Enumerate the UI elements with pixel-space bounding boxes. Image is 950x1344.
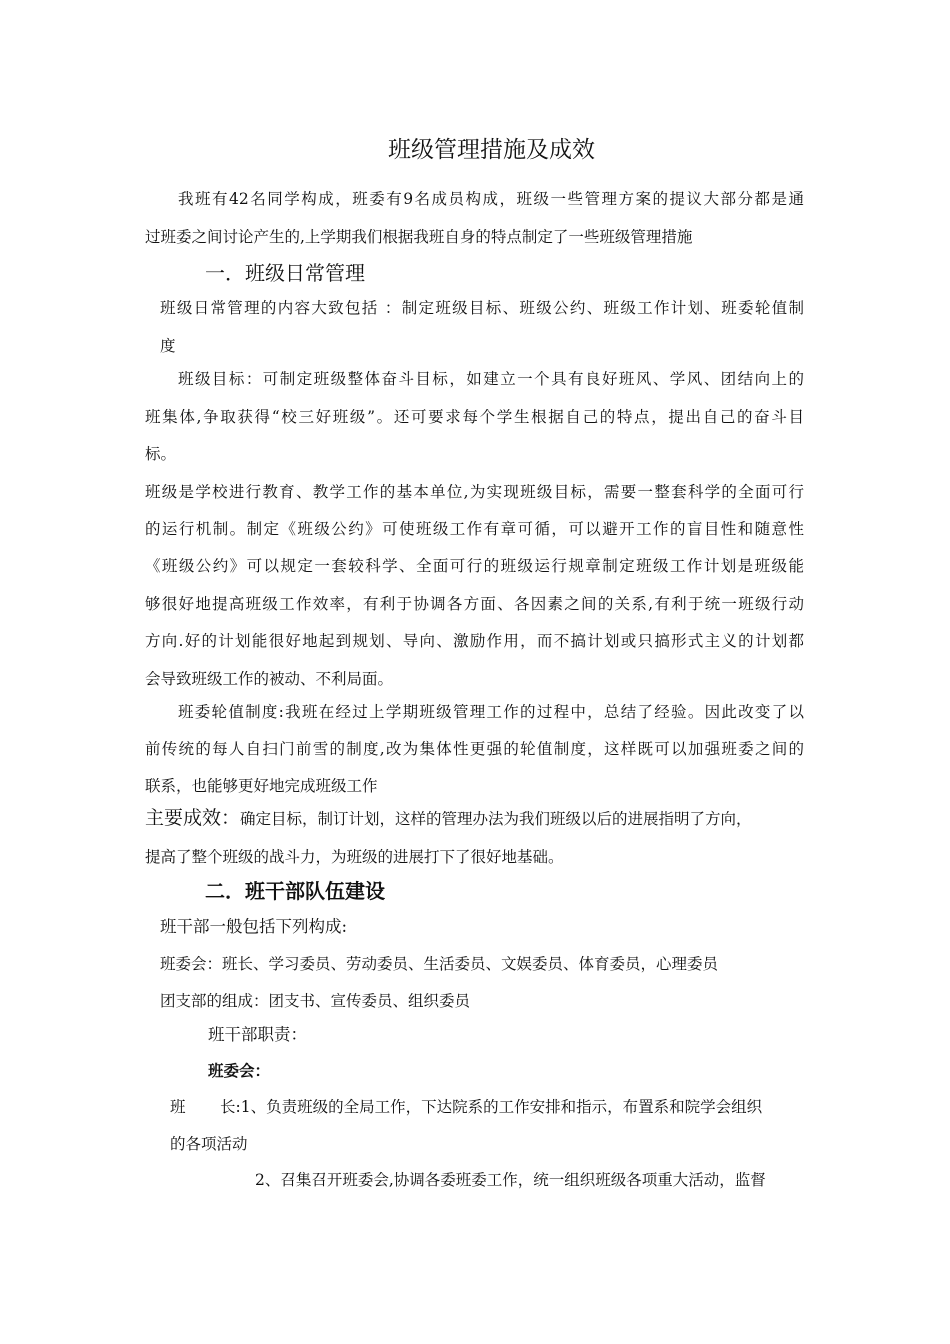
- result-text-line-1: 确定目标，制订计划，这样的管理办法为我们班级以后的进展指明了方向，: [240, 810, 752, 828]
- unit-line-2: 的运行机制。制定《班级公约》可使班级工作有章可循，可以避开工作的盲目性和随意性: [145, 520, 804, 538]
- rotation-line-1: 班委轮值制度:我班在经过上学期班级管理工作的过程中，总结了经验。因此改变了以: [178, 703, 804, 721]
- section-1-heading: 一．班级日常管理: [205, 261, 365, 285]
- duties-heading: 班干部职责：: [208, 1025, 307, 1044]
- rotation-line-3: 联系，也能够更好地完成班级工作: [145, 777, 378, 795]
- monitor-label-1: 班: [170, 1098, 186, 1116]
- goal-line-2: 班集体,争取获得“校三好班级”。还可要求每个学生根据自己的特点，提出自己的奋斗目: [145, 408, 804, 426]
- league-members-line: 团支部的组成：团支书、宣传委员、组织委员: [160, 992, 471, 1010]
- unit-line-6: 会导致班级工作的被动、不利局面。: [145, 670, 394, 688]
- committee-members-line: 班委会：班长、学习委员、劳动委员、生活委员、文娱委员、体育委员，心理委员: [160, 955, 719, 973]
- committee-heading: 班委会：: [208, 1061, 271, 1080]
- intro-line-2: 过班委之间讨论产生的,上学期我们根据我班自身的特点制定了一些班级管理措施: [145, 228, 693, 246]
- section-2-heading: 二．班干部队伍建设: [205, 879, 385, 903]
- result-label: 主要成效：: [145, 807, 241, 829]
- overview-line-1: 班级日常管理的内容大致包括 ：制定班级目标、班级公约、班级工作计划、班委轮值制: [160, 299, 804, 317]
- overview-line-2: 度: [160, 337, 176, 355]
- composition-line: 班干部一般包括下列构成:: [160, 917, 348, 936]
- result-paragraph: [145, 808, 752, 829]
- goal-line-1: 班级目标：可制定班级整体奋斗目标，如建立一个具有良好班风、学风、团结向上的: [178, 370, 804, 388]
- unit-line-3: 《班级公约》可以规定一套较科学、全面可行的班级运行规章制定班级工作计划是班级能: [145, 557, 804, 575]
- goal-line-3: 标。: [145, 445, 177, 463]
- result-text-line-2: 提高了整个班级的战斗力，为班级的进展打下了很好地基础。: [145, 848, 564, 866]
- monitor-duty-line-1: 长:1、负责班级的全局工作，下达院系的工作安排和指示，布置系和院学会组织: [220, 1098, 763, 1116]
- rotation-line-2: 前传统的每人自扫门前雪的制度,改为集体性更强的轮值制度，这样既可以加强班委之间的: [145, 740, 804, 758]
- unit-line-4: 够很好地提高班级工作效率，有利于协调各方面、各因素之间的关系,有利于统一班级行动: [145, 595, 804, 613]
- unit-line-1: 班级是学校进行教育、教学工作的基本单位,为实现班级目标，需要一整套科学的全面可行: [145, 483, 804, 501]
- page-title: 班级管理措施及成效: [388, 137, 595, 163]
- intro-line-1: 我班有42名同学构成，班委有9名成员构成，班级一些管理方案的提议大部分都是通: [178, 190, 804, 208]
- unit-line-5: 方向.好的计划能很好地起到规划、导向、激励作用，而不搞计划或只搞形式主义的计划都: [145, 632, 804, 650]
- monitor-duty-line-3: 2、召集召开班委会,协调各委班委工作，统一组织班级各项重大活动，监督: [255, 1171, 766, 1189]
- monitor-duty-line-2: 的各项活动: [170, 1135, 248, 1153]
